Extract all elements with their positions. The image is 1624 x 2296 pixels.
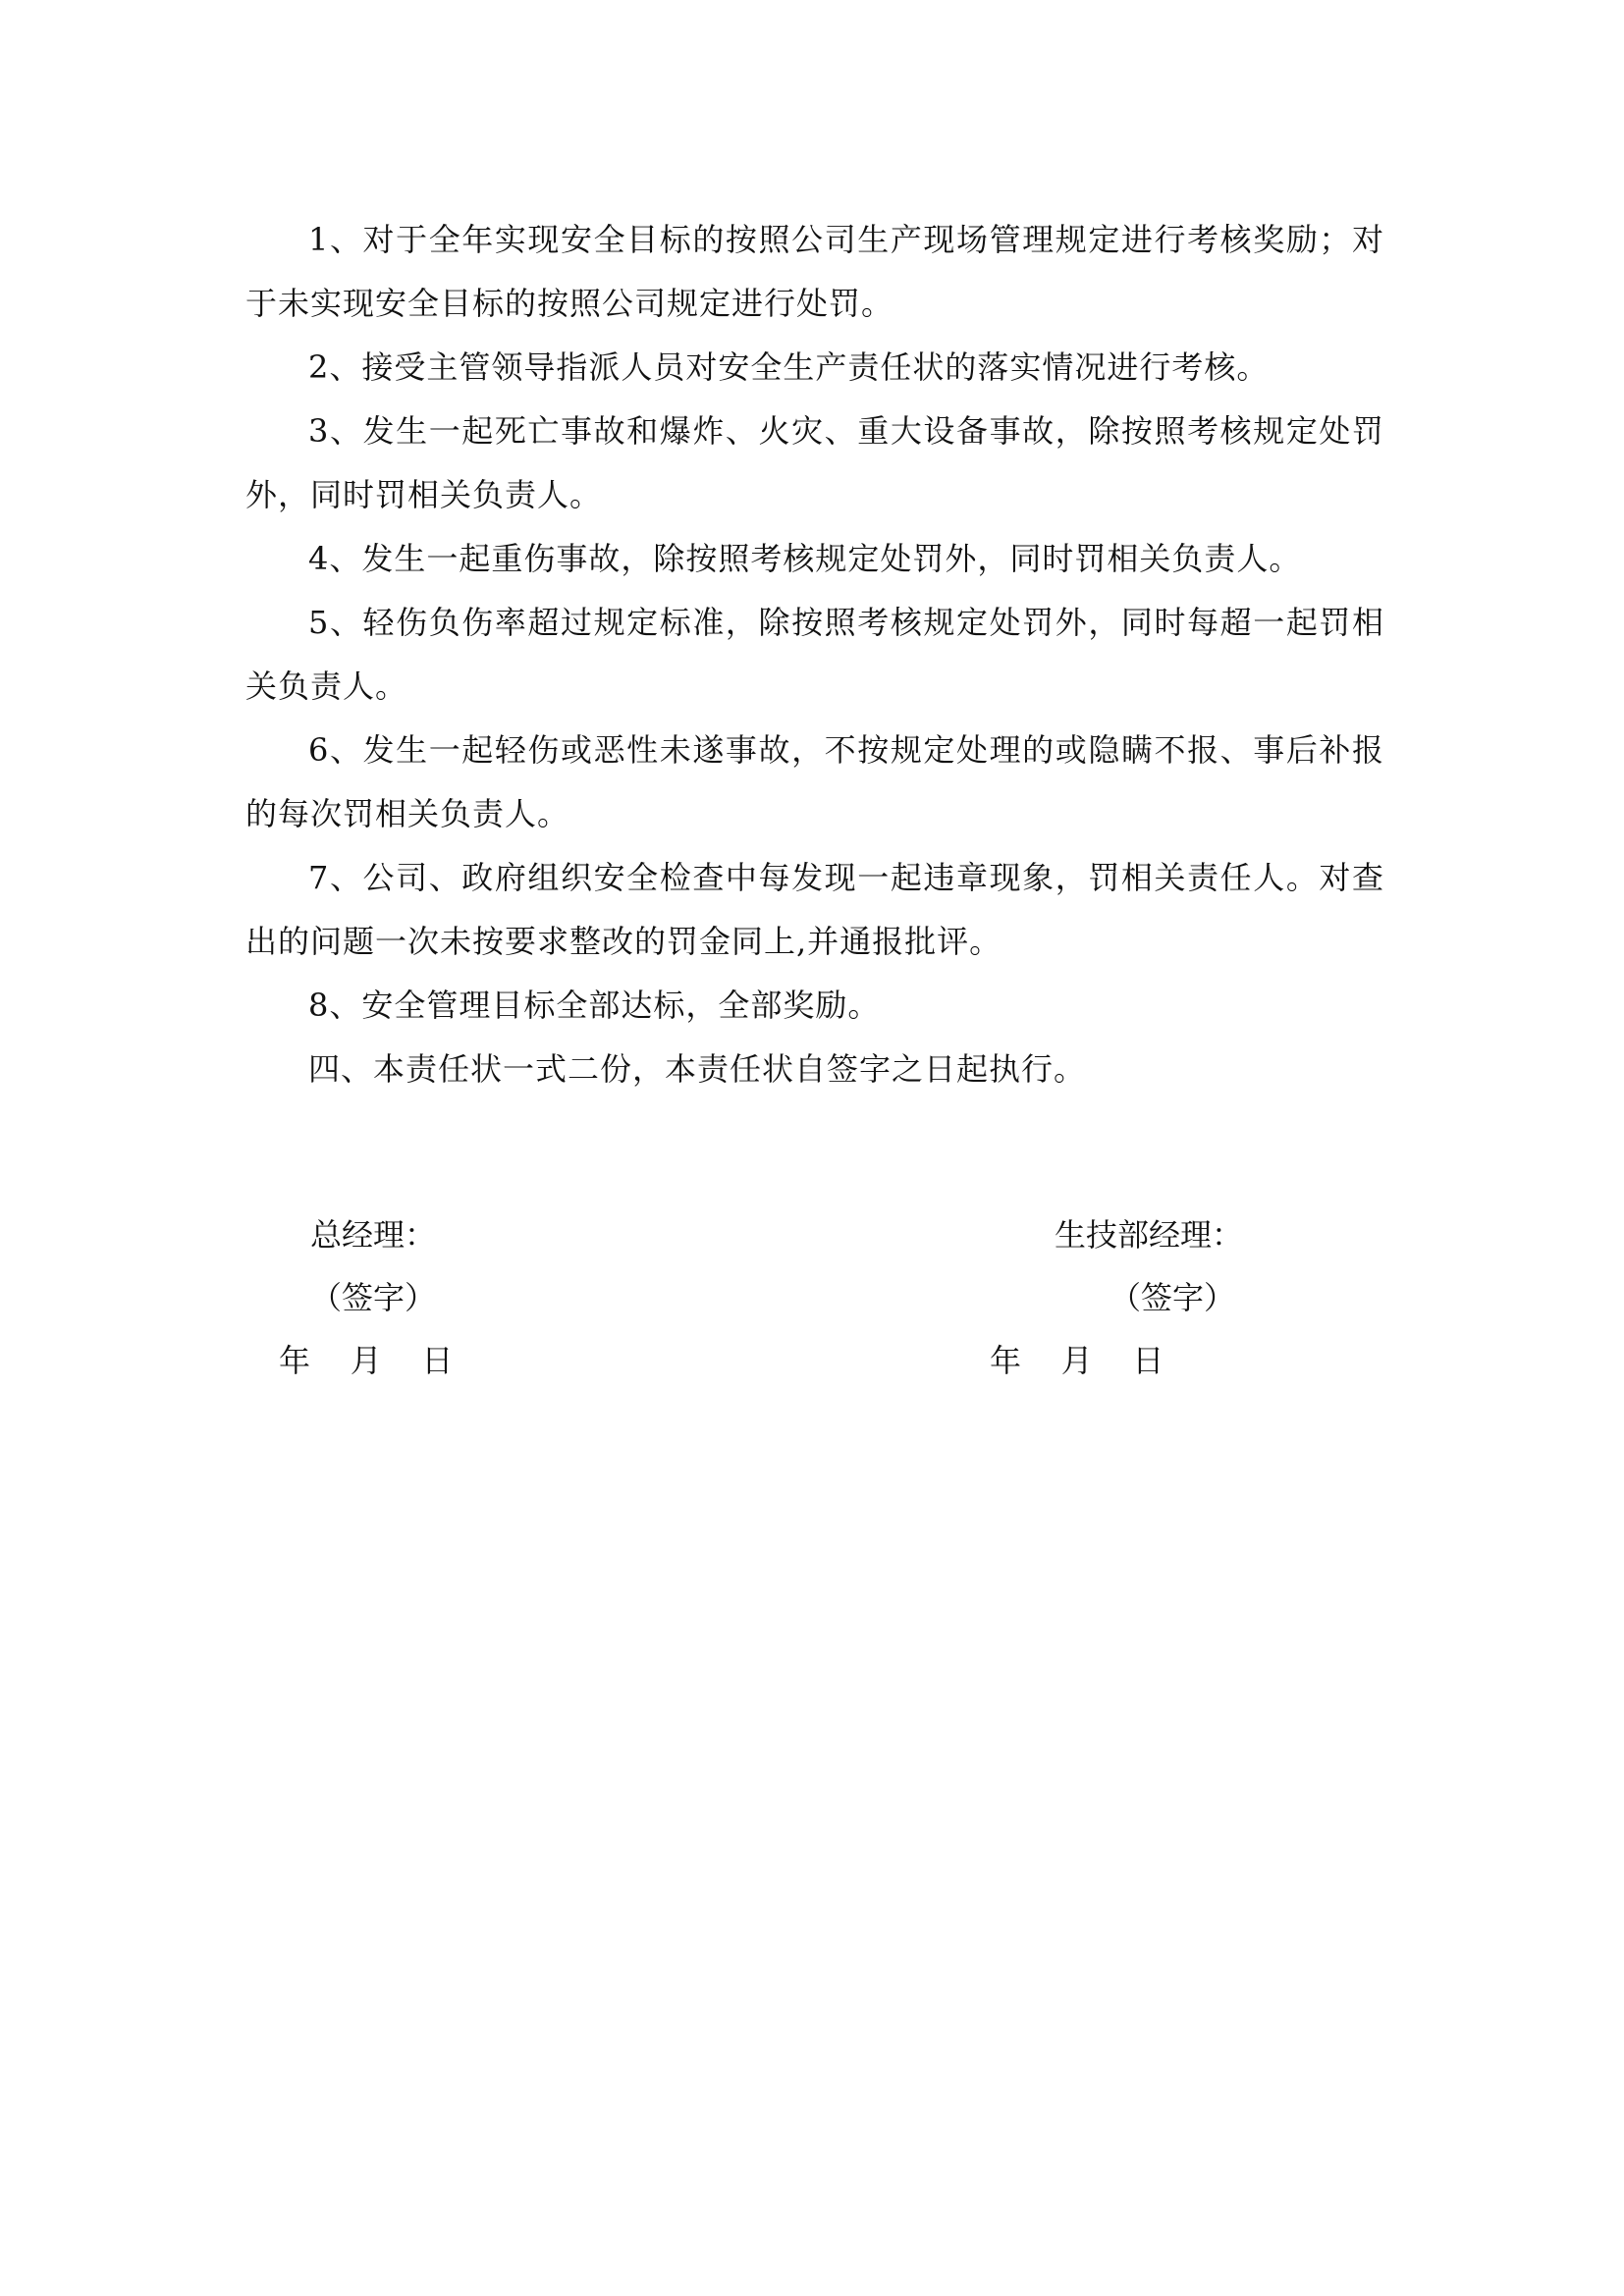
signature-label: （签字） [1110,1279,1236,1316]
paragraph-7: 7、公司、政府组织安全检查中每发现一起违章现象，罚相关责任人。对查出的问题一次未按要求整改的罚金同上,并通报批评。 [245,859,1384,960]
paragraph-4: 4、发生一起重伤事故，除按照考核规定处罚外，同时罚相关负责人。 [308,540,1302,577]
paragraph-3: 3、发生一起死亡事故和爆炸、火灾、重大设备事故，除按照考核规定处罚外，同时罚相关负责人。 [245,412,1384,513]
signature-block-general-manager [281,1203,453,1392]
paragraph-2: 2、接受主管领导指派人员对安全生产责任状的落实情况进行考核。 [308,348,1270,386]
signature-title: 总经理： [310,1216,437,1254]
signature-label: （签字） [310,1279,437,1316]
signature-date: 年 月 日 [990,1342,1164,1379]
signature-title: 生技部经理： [1055,1216,1244,1254]
signature-date: 年 月 日 [279,1342,454,1379]
paragraph-1: 1、对于全年实现安全目标的按照公司生产现场管理规定进行考核奖励；对于未实现安全目标的按照公司规定进行处罚。 [245,221,1384,322]
signature-block-tech-manager [943,1203,1243,1392]
document-body [245,208,1384,1101]
paragraph-8: 8、安全管理目标全部达标，全部奖励。 [308,987,881,1024]
paragraph-5: 5、轻伤负伤率超过规定标准，除按照考核规定处罚外，同时每超一起罚相关负责人。 [245,604,1384,705]
paragraph-9: 四、本责任状一式二份，本责任状自签字之日起执行。 [308,1050,1087,1088]
paragraph-6: 6、发生一起轻伤或恶性未遂事故，不按规定处理的或隐瞒不报、事后补报的每次罚相关负责人。 [245,731,1384,832]
